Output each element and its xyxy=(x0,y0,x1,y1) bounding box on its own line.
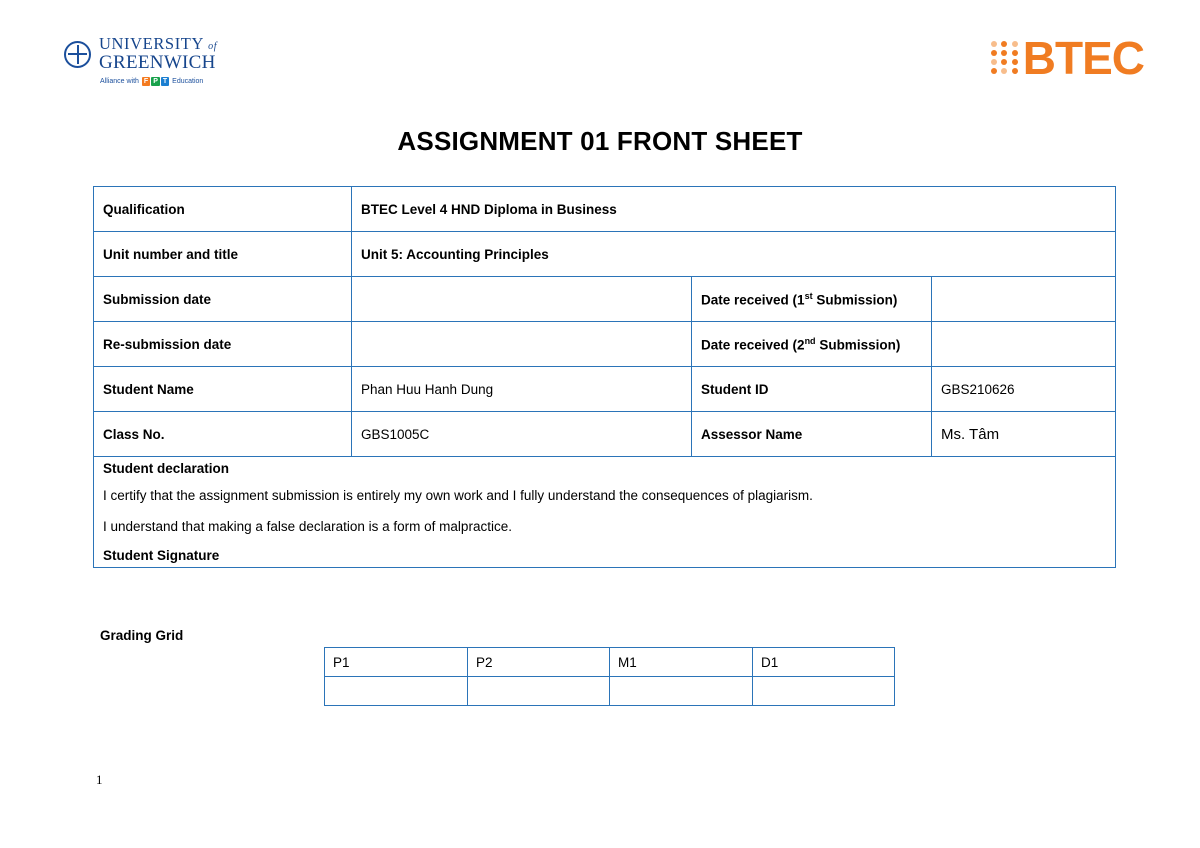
uog-of-text: of xyxy=(208,41,218,52)
page-title: ASSIGNMENT 01 FRONT SHEET xyxy=(397,126,803,156)
qualification-label: Qualification xyxy=(94,187,352,232)
btec-logo xyxy=(991,28,1144,88)
uog-greenwich-text: GREENWICH xyxy=(99,51,216,73)
submission-date-label: Submission date xyxy=(94,277,352,322)
student-declaration-block xyxy=(94,457,1116,568)
date-received-2-value[interactable] xyxy=(932,322,1116,367)
date-received-1-post: Submission) xyxy=(812,292,898,308)
grading-criterion-p2: P2 xyxy=(468,648,610,677)
grading-value-d1[interactable] xyxy=(753,677,895,706)
grading-grid-value-row xyxy=(325,677,895,706)
fpt-letter-t: T xyxy=(162,78,168,86)
declaration-paragraph-2: I understand that making a false declaration is a form of malpractice. xyxy=(103,518,512,534)
grading-criterion-p1: P1 xyxy=(325,648,468,677)
btec-dots-icon xyxy=(991,41,1021,75)
grading-value-p2[interactable] xyxy=(468,677,610,706)
front-sheet-table xyxy=(93,186,1116,568)
uog-university-text: UNIVERSITY xyxy=(99,34,204,53)
submission-date-value[interactable] xyxy=(352,277,692,322)
class-no-label: Class No. xyxy=(94,412,352,457)
table-row-resubmission-date xyxy=(94,322,1116,367)
grading-grid-table xyxy=(324,647,895,706)
grading-grid-header-row xyxy=(325,648,895,677)
fpt-education-logo xyxy=(142,77,169,86)
grading-criterion-m1: M1 xyxy=(610,648,753,677)
qualification-value: BTEC Level 4 HND Diploma in Business xyxy=(352,187,1116,232)
table-row-unit xyxy=(94,232,1116,277)
class-no-value[interactable]: GBS1005C xyxy=(352,412,692,457)
date-received-1-value[interactable] xyxy=(932,277,1116,322)
page-number: 1 xyxy=(96,772,103,787)
uog-alliance-line xyxy=(100,77,324,86)
uog-logo-top xyxy=(64,36,324,72)
assessor-name-label: Assessor Name xyxy=(692,412,932,457)
table-row-class xyxy=(94,412,1116,457)
resubmission-date-label: Re-submission date xyxy=(94,322,352,367)
assessor-name-value[interactable]: Ms. Tâm xyxy=(932,412,1116,457)
student-signature-label: Student Signature xyxy=(103,547,220,563)
university-crest-icon xyxy=(64,41,91,68)
university-of-greenwich-logo xyxy=(64,36,324,86)
date-received-2-post: Submission) xyxy=(815,337,901,353)
grading-value-p1[interactable] xyxy=(325,677,468,706)
grading-grid-label: Grading Grid xyxy=(100,628,184,643)
date-received-2-label xyxy=(692,322,932,367)
alliance-prefix-text: Alliance with xyxy=(100,78,139,86)
date-received-1-pre: Date received (1 xyxy=(701,292,805,308)
declaration-paragraph-1: I certify that the assignment submission is entirely my own work and I fully understand the consequences of plagiarism. xyxy=(103,488,813,503)
student-id-value[interactable]: GBS210626 xyxy=(932,367,1116,412)
table-row-student xyxy=(94,367,1116,412)
uog-line-university xyxy=(99,36,217,53)
date-received-1-sup: st xyxy=(804,290,813,301)
resubmission-date-value[interactable] xyxy=(352,322,692,367)
table-row-submission-date xyxy=(94,277,1116,322)
unit-value: Unit 5: Accounting Principles xyxy=(352,232,1116,277)
date-received-2-pre: Date received (2 xyxy=(701,337,805,353)
page-header xyxy=(64,28,1144,108)
student-name-value[interactable]: Phan Huu Hanh Dung xyxy=(352,367,692,412)
fpt-letter-f: F xyxy=(143,78,149,86)
student-name-label: Student Name xyxy=(94,367,352,412)
grading-value-m1[interactable] xyxy=(610,677,753,706)
unit-label: Unit number and title xyxy=(94,232,352,277)
table-row-declaration xyxy=(94,457,1116,568)
date-received-1-label xyxy=(692,277,932,322)
date-received-2-sup: nd xyxy=(804,335,816,346)
declaration-heading: Student declaration xyxy=(103,461,230,476)
fpt-letter-p: P xyxy=(153,78,158,86)
alliance-suffix-text: Education xyxy=(172,78,204,86)
uog-wordmark xyxy=(99,36,217,72)
table-row-qualification xyxy=(94,187,1116,232)
btec-wordmark: BTEC xyxy=(1022,32,1144,84)
grading-criterion-d1: D1 xyxy=(753,648,895,677)
student-id-label: Student ID xyxy=(692,367,932,412)
